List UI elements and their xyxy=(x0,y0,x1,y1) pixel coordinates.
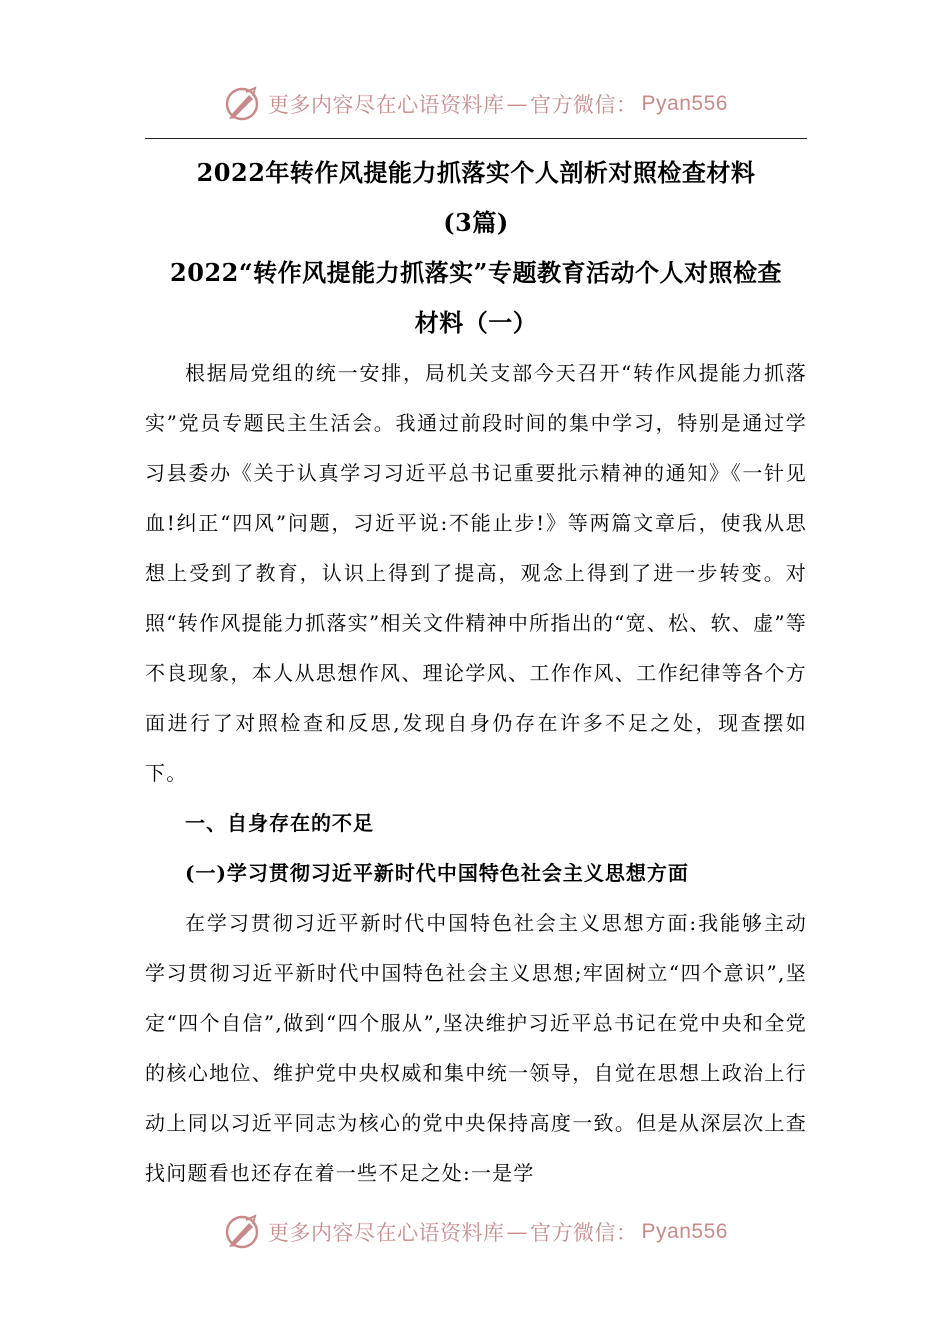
footer-wechat-id: Pyan556 xyxy=(641,1220,728,1243)
paragraph-study: 在学习贯彻习近平新时代中国特色社会主义思想方面:我能够主动学习贯彻习近平新时代中国特色社会主义思想;牢固树立“四个意识”,坚定“四个自信”,做到“四个服从”,坚决维护习近平总书记在党中央和全党的核心地位、维护党中央权威和集中统一领导，自觉在思想上政治上行动上同以习近平同志为核心的党中央保持高度一致。但是从深层次上查找问题看也还存在着一些不足之处:一是学 xyxy=(145,911,807,1185)
subsection-heading: (一)学习贯彻习近平新时代中国特色社会主义思想方面 xyxy=(185,861,689,885)
document-title-line2: (3篇) xyxy=(443,208,509,237)
header-banner xyxy=(0,84,950,124)
document-body xyxy=(145,148,807,1198)
document-subtitle-line2: 材料（一） xyxy=(414,308,538,337)
header-rule xyxy=(145,138,807,139)
pen-logo-icon xyxy=(222,84,262,124)
section-heading: 一、自身存在的不足 xyxy=(185,811,374,835)
footer-brand: 更多内容尽在心语资料库 xyxy=(268,1221,505,1245)
header-label: 官方微信： xyxy=(530,93,638,117)
header-brand: 更多内容尽在心语资料库 xyxy=(268,93,505,117)
footer-label: 官方微信： xyxy=(530,1221,638,1245)
document-title-line1: 2022年转作风提能力抓落实个人剖析对照检查材料 xyxy=(196,158,756,187)
footer-banner xyxy=(0,1212,950,1252)
pen-logo-icon xyxy=(222,1212,262,1252)
paragraph-intro: 根据局党组的统一安排，局机关支部今天召开“转作风提能力抓落实”党员专题民主生活会。我通过前段时间的集中学习，特别是通过学习县委办《关于认真学习习近平总书记重要批示精神的通知》《一针见血!纠正“四风”问题，习近平说:不能止步!》等两篇文章后，使我从思想上受到了教育，认识上得到了提高，观念上得到了进一步转变。对照“转作风提能力抓落实”相关文件精神中所指出的“宽、松、软、虚”等不良现象，本人从思想作风、理论学风、工作作风、工作纪律等各个方面进行了对照检查和反思,发现自身仍存在许多不足之处，现查摆如下。 xyxy=(145,361,807,785)
header-separator: — xyxy=(506,92,529,116)
footer-separator: — xyxy=(506,1220,529,1244)
document-subtitle-line1: 2022“转作风提能力抓落实”专题教育活动个人对照检查 xyxy=(170,258,782,287)
header-wechat-id: Pyan556 xyxy=(641,92,728,115)
